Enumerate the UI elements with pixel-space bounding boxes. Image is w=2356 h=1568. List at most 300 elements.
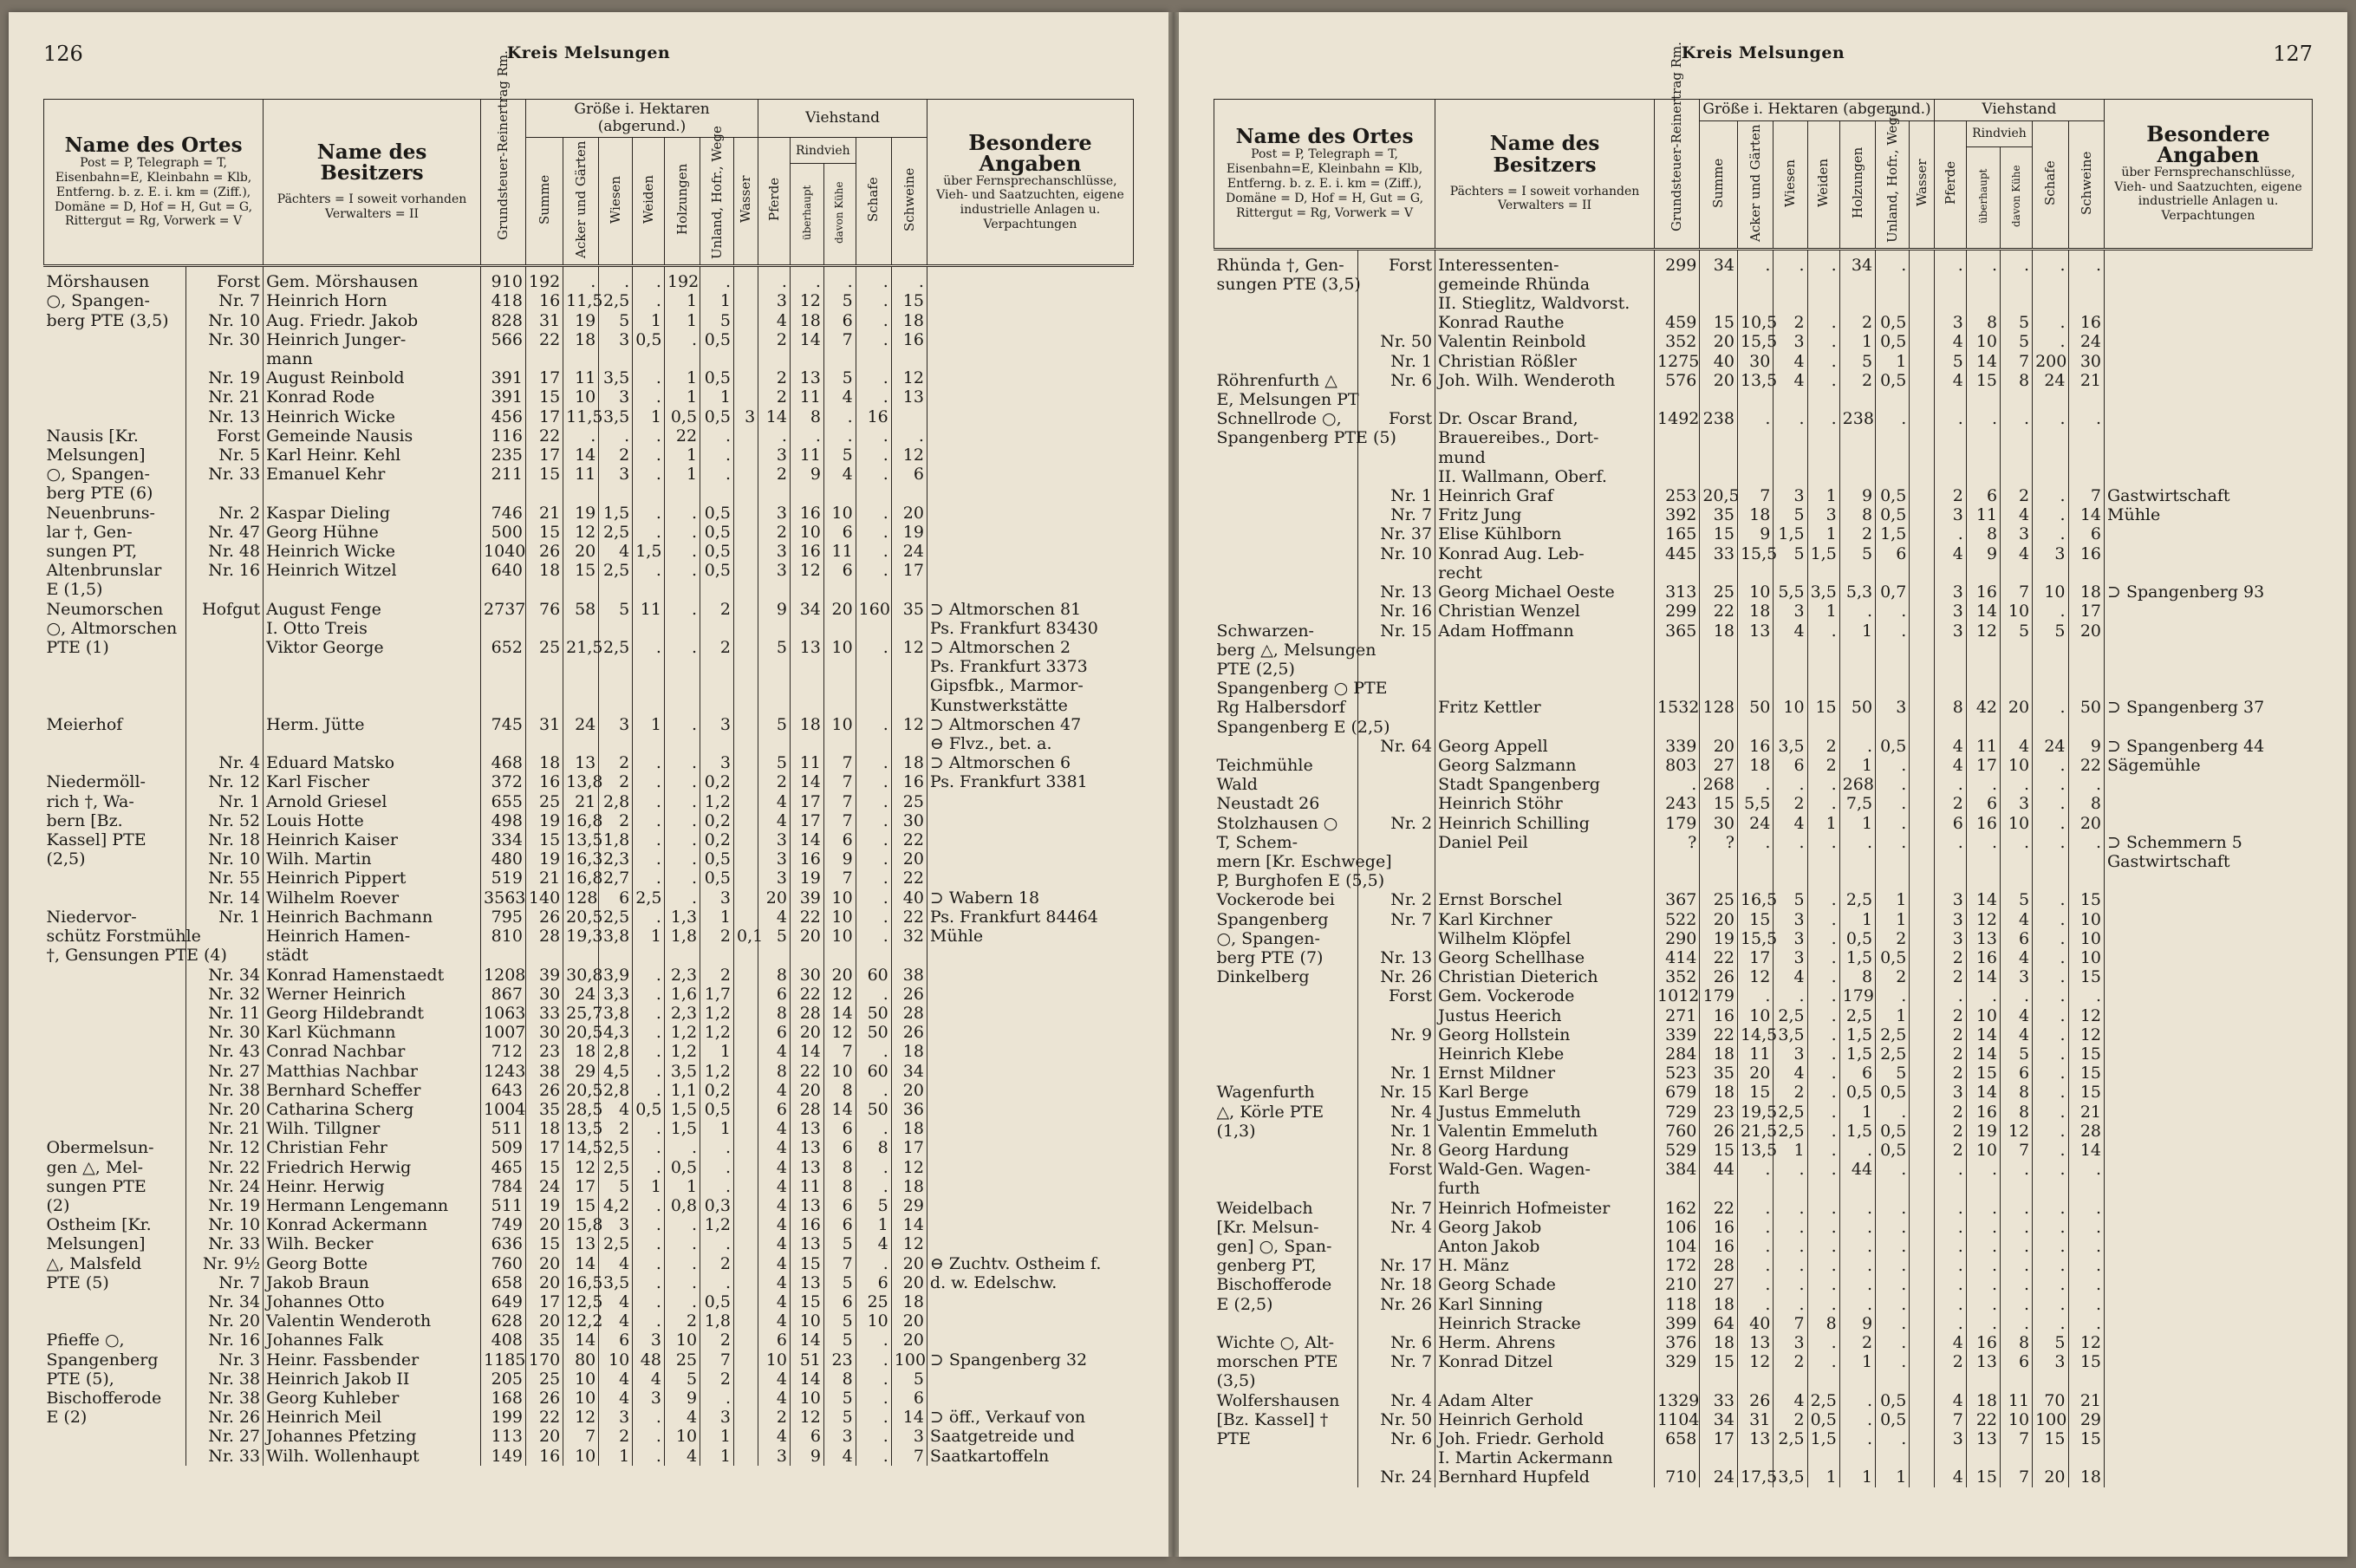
cell-cows: 5 [2001,621,2033,641]
cell-sheep: . [2033,1275,2068,1294]
header-sheep-label: Schafe [865,177,882,222]
cell-owner: gemeinde Rhünda [1435,275,1655,294]
cell-water [1910,1256,1934,1275]
cell-wood: 5,3 [1839,582,1875,602]
table-row [44,1158,1134,1177]
cell-wood: . [664,1215,700,1234]
cell-wood: . [664,600,700,619]
cell-cattle: 22 [790,908,823,927]
cell-wood [1839,641,1875,660]
cell-cows: 20 [823,600,856,619]
cell-wood: 2,3 [664,1004,700,1023]
cell-owner: Wilhelm Klöpfel [1435,929,1655,948]
cell-sheep: . [2033,775,2068,794]
cell-pasture [1807,428,1839,447]
cell-notes [2105,1333,2313,1352]
cell-tax: 828 [481,311,526,330]
cell-sum: 16 [1700,1218,1738,1237]
cell-water [734,387,758,407]
cell-meadow [599,657,633,676]
cell-horses: 3 [1934,602,1966,621]
cell-notes [927,1138,1133,1157]
cell-cows: 5 [823,1408,856,1427]
cell-place: Schwarzen- [1216,621,1314,641]
cell-horses: 5 [1934,352,1966,371]
cell-nr: Nr. 52 [186,811,264,830]
cell-pigs [2068,448,2104,467]
cell-notes [2105,1314,2313,1333]
cell-cattle: 34 [790,600,823,619]
cell-horses [1934,294,1966,313]
cell-horses [1934,1179,1966,1198]
cell-sheep [856,349,891,368]
cell-sheep [2033,660,2068,679]
cell-meadow [599,349,633,368]
cell-place: Teichmühle [1216,755,1313,775]
table-row [44,657,1134,676]
cell-pigs: 8 [2068,794,2104,813]
cell-waste: 2 [1876,967,1910,986]
cell-sheep [2033,871,2068,890]
cell-arable [563,484,599,503]
header-cattle-total-label: überhaupt [1976,167,1989,224]
cell-wood: 2,5 [1839,890,1875,909]
cell-meadow: 3 [599,1408,633,1427]
cell-meadow [1774,718,1807,737]
cell-waste: . [1876,1314,1910,1333]
table-row [44,1177,1134,1196]
cell-pasture: 1 [1807,814,1839,833]
cell-wood: 44 [1839,1160,1875,1179]
header-sum [525,138,563,266]
cell-pasture: . [633,1311,665,1331]
cell-horses: 4 [758,1427,791,1446]
cell-owner: Wilhelm Roever [264,888,481,908]
cell-sum: 20 [525,1254,563,1273]
cell-horses [1934,641,1966,660]
cell-notes: Mühle [927,927,1133,946]
cell-arable [1737,275,1773,294]
cell-waste [1876,852,1910,871]
cell-arable: 128 [563,888,599,908]
cell-sum: 17 [525,1138,563,1157]
cell-tax: 745 [481,715,526,734]
cell-sum: 20 [1700,332,1738,351]
header-sheep-label: Schafe [2042,159,2059,205]
cell-nr: Nr. 7 [1357,505,1435,524]
cell-notes: ⊃ Wabern 18 [927,888,1133,908]
cell-wood: . [664,1273,700,1292]
cell-meadow: 3 [1774,332,1807,351]
cell-tax: 636 [481,1234,526,1253]
cell-pigs [2068,563,2104,582]
cell-horses: . [1934,1314,1966,1333]
cell-water [734,266,758,292]
cell-waste: 0,5 [1876,737,1910,756]
cell-cows: 10 [823,908,856,927]
cell-notes: ⊃ Altmorschen 2 [927,638,1133,657]
cell-horses: . [1934,1218,1966,1237]
cell-pigs [2068,852,2104,871]
cell-sheep: . [856,330,891,349]
cell-water [734,368,758,387]
cell-nr: Nr. 3 [186,1350,264,1370]
cell-meadow: . [599,266,633,292]
cell-notes: ⊃ Altmorschen 47 [927,715,1133,734]
cell-sheep: . [2033,698,2068,717]
cell-wood [664,946,700,965]
cell-owner: Johannes Pfetzing [264,1427,481,1446]
cell-place [44,1119,186,1138]
table-row [44,407,1134,426]
cell-pasture: . [633,1234,665,1253]
cell-horses: . [758,266,791,292]
header-horses [1934,120,1966,249]
cell-tax [1655,718,1700,737]
cell-sum: 30 [525,985,563,1004]
cell-tax [1655,467,1700,486]
header-tax-label: Grundsteuer-Reinertrag Rm. [1669,42,1685,232]
cell-sheep: . [856,426,891,446]
cell-water [1910,1295,1934,1314]
cell-pigs: 18 [2068,582,2104,602]
cell-notes [2105,1006,2313,1025]
cell-wood: 192 [664,266,700,292]
cell-owner: Herm. Ahrens [1435,1333,1655,1352]
cell-water [1910,1083,1934,1102]
cell-sum: 26 [525,1081,563,1100]
cell-cows: 3 [2001,524,2033,543]
cell-owner [264,484,481,503]
cell-pigs: 7 [2068,486,2104,505]
cell-place: Vockerode bei [1216,890,1335,910]
cell-cattle: 16 [790,1215,823,1234]
cell-owner: Elise Kühlborn [1435,524,1655,543]
cell-arable: 20,5 [563,1081,599,1100]
cell-notes: ⊃ Altmorschen 81 [927,600,1133,619]
cell-wood [1839,679,1875,698]
cell-water [734,753,758,772]
cell-pasture: . [633,1408,665,1427]
cell-cows: 7 [2001,352,2033,371]
cell-wood [1839,428,1875,447]
cell-wood [1839,563,1875,582]
cell-cows: 6 [823,1215,856,1234]
header-tax-label: Grundsteuer-Reinertrag Rm. [495,50,511,241]
cell-wood: 1 [1839,1467,1875,1487]
cell-notes [2105,1160,2313,1179]
cell-cows [2001,660,2033,679]
cell-cattle: 12 [790,1408,823,1427]
cell-tax: 643 [481,1081,526,1100]
cell-water [1910,1467,1934,1487]
cell-notes [2105,910,2313,929]
cell-place: Pfieffe ○, [46,1331,125,1350]
cell-meadow: . [1774,249,1807,275]
cell-cattle [1966,679,2000,698]
cell-pasture [633,946,665,965]
cell-notes [2105,448,2313,467]
cell-pigs: 12 [891,1158,927,1177]
table-row [44,676,1134,695]
cell-cattle: 10 [1966,332,2000,351]
cell-horses [758,946,791,965]
table-row [44,772,1134,791]
cell-sheep: . [856,561,891,580]
cell-owner: Gem. Vockerode [1435,986,1655,1005]
cell-pigs [891,734,927,753]
table-row [1214,794,2313,813]
cell-wood [1839,871,1875,890]
cell-arable: 18 [563,330,599,349]
cell-sheep: . [2033,1199,2068,1218]
cell-notes [927,561,1133,580]
cell-sheep: . [856,985,891,1004]
cell-arable: 12,5 [563,1292,599,1311]
cell-notes [2105,1218,2313,1237]
table-row [1214,467,2313,486]
cell-nr: Nr. 8 [1357,1141,1435,1160]
cell-notes [2105,660,2313,679]
cell-water [1910,1122,1934,1141]
table-row [44,523,1134,542]
cell-pigs: 20 [891,1331,927,1350]
cell-arable: 18 [1737,756,1773,775]
cell-water [734,1427,758,1446]
cell-sheep [2033,294,2068,313]
cell-cattle: 12 [790,561,823,580]
cell-owner: Eduard Matsko [264,753,481,772]
cell-pigs [891,696,927,715]
cell-owner: Karl Berge [1435,1083,1655,1102]
cell-wood [1839,1371,1875,1390]
cell-horses [1934,563,1966,582]
cell-place [44,734,186,753]
cell-arable: 17,5 [1737,1467,1773,1487]
cell-cows: 10 [2001,756,2033,775]
cell-meadow: . [1774,1237,1807,1256]
cell-sum: 21 [525,504,563,523]
cell-horses: 2 [1934,1006,1966,1025]
cell-sum: 20 [1700,737,1738,756]
table-row [44,830,1134,849]
cell-nr: Nr. 1 [1357,1122,1435,1141]
cell-place [44,387,186,407]
cell-place: Rhünda †, Gen- [1216,255,1344,275]
cell-arable: 12,2 [563,1311,599,1331]
cell-arable: 20,5 [563,908,599,927]
cell-sheep: 3 [2033,544,2068,563]
cell-notes [927,504,1133,523]
cell-wood: 268 [1839,775,1875,794]
cell-pigs [2068,718,2104,737]
cell-place: Neumorschen [46,599,164,619]
cell-tax: 118 [1655,1295,1700,1314]
cell-place [1214,1448,1358,1467]
header-cattle-total [790,164,823,266]
cell-tax: 658 [1655,1429,1700,1448]
cell-water [1910,1448,1934,1467]
cell-cattle: 15 [1966,1467,2000,1487]
cell-horses: 3 [758,830,791,849]
cell-sum [525,580,563,599]
cell-meadow: 2,5 [599,523,633,542]
header-owner-note: Pächters = I soweit vorhanden Verwalters = II [1449,184,1640,213]
cell-water [734,446,758,465]
cell-wood: . [664,772,700,791]
table-row [1214,929,2313,948]
cell-wood: 9 [664,1389,700,1408]
cell-owner [1435,679,1655,698]
cell-sheep: 4 [856,1234,891,1253]
cell-cows [823,657,856,676]
cell-pasture [633,696,665,715]
cell-pigs: 14 [891,1408,927,1427]
cell-notes: Sägemühle [2105,756,2313,775]
cell-place [1214,294,1358,313]
cell-sheep: . [856,1042,891,1061]
cell-nr: Nr. 16 [186,1331,264,1350]
cell-arable: . [1737,775,1773,794]
cell-pigs: . [2068,1256,2104,1275]
cell-owner: Christian Dieterich [1435,967,1655,986]
header-livestock-group: Viehstand [758,100,927,138]
cell-owner: Valentin Emmeluth [1435,1122,1655,1141]
cell-place [1214,313,1358,332]
cell-meadow: 2 [1774,313,1807,332]
table-row [1214,1448,2313,1467]
cell-place [1214,737,1358,756]
header-pasture-label: Weiden [1815,158,1832,207]
header-cows [823,164,856,266]
cell-place: [Bz. Kassel] † [1216,1409,1329,1429]
cell-wood: 0,5 [1839,1083,1875,1102]
cell-cows: 3 [2001,967,2033,986]
cell-nr: Nr. 19 [186,368,264,387]
cell-pigs: 15 [2068,967,2104,986]
cell-pasture: 48 [633,1350,665,1370]
cell-meadow: 10 [599,1350,633,1370]
cell-arable: . [1737,1256,1773,1275]
cell-nr [1357,1371,1435,1390]
cell-place: Obermelsun- [46,1138,154,1158]
header-waste [1876,108,1910,249]
cell-arable [1737,294,1773,313]
cell-wood: 0,5 [664,1158,700,1177]
cell-notes [927,946,1133,965]
table-row [44,888,1134,908]
cell-tax: 566 [481,330,526,349]
cell-cattle: 16 [790,504,823,523]
cell-pigs: . [2068,1295,2104,1314]
cell-pigs: 12 [891,638,927,657]
cell-cattle: 19 [790,869,823,888]
table-row [44,619,1134,638]
cell-owner: Georg Schade [1435,1275,1655,1294]
table-row [44,311,1134,330]
cell-pasture: . [1807,332,1839,351]
cell-waste: 3 [1876,698,1910,717]
cell-place: PTE [1216,1429,1251,1449]
cell-owner: Anton Jakob [1435,1237,1655,1256]
cell-wood: 1 [664,387,700,407]
cell-pasture: . [633,1427,665,1446]
cell-horses: 4 [1934,1467,1966,1487]
cell-cows: 6 [823,1138,856,1157]
cell-wood: . [1839,1199,1875,1218]
cell-cattle: 39 [790,888,823,908]
table-row [44,504,1134,523]
cell-meadow: 10 [1774,698,1807,717]
cell-nr: Nr. 50 [1357,1410,1435,1429]
cell-meadow: 3,5 [599,368,633,387]
cell-arable: 11 [563,465,599,484]
cell-waste: 2,5 [1876,1025,1910,1044]
cell-cattle: 17 [790,792,823,811]
cell-sum: 179 [1700,986,1738,1005]
cell-horses: 8 [1934,698,1966,717]
cell-nr: Nr. 2 [186,504,264,523]
cell-tax: 1532 [1655,698,1700,717]
cell-tax: 519 [481,869,526,888]
cell-pigs [2068,294,2104,313]
cell-arable [563,734,599,753]
table-row [1214,313,2313,332]
cell-sum [1700,718,1738,737]
table-row [44,1234,1134,1253]
cell-horses: 4 [1934,544,1966,563]
cell-owner: Wilh. Martin [264,849,481,869]
cell-cows: 6 [2001,929,2033,948]
cell-meadow: . [1774,1160,1807,1179]
cell-horses: 4 [758,1158,791,1177]
cell-horses [758,349,791,368]
cell-owner: Georg Hildebrandt [264,1004,481,1023]
cell-owner: Valentin Wenderoth [264,1311,481,1331]
cell-cattle: 16 [1966,814,2000,833]
cell-wood: . [1839,1295,1875,1314]
cell-cattle: 14 [1966,1025,2000,1044]
cell-owner [1435,1371,1655,1390]
cell-owner: Fritz Jung [1435,505,1655,524]
cell-notes [2105,948,2313,967]
cell-wood: . [664,561,700,580]
cell-owner: Stadt Spangenberg [1435,775,1655,794]
cell-place [44,349,186,368]
table-row [44,734,1134,753]
cell-sheep: 200 [2033,352,2068,371]
cell-sheep: . [856,927,891,946]
cell-tax [1655,660,1700,679]
cell-pigs: 26 [891,1023,927,1042]
cell-meadow [1774,679,1807,698]
cell-cows: . [2001,409,2033,428]
cell-cattle: 11 [790,387,823,407]
cell-pigs: . [2068,1218,2104,1237]
cell-arable: 15,5 [1737,929,1773,948]
cell-notes [2105,409,2313,428]
header-water-label: Wasser [738,175,754,224]
cell-cows: 12 [823,985,856,1004]
cell-arable: . [1737,986,1773,1005]
cell-place: Bischofferode [46,1388,162,1408]
cell-pigs: 36 [891,1100,927,1119]
cell-place [1214,1160,1358,1179]
cell-water [1910,294,1934,313]
cell-wood: 5 [664,1370,700,1389]
cell-place: berg △, Melsungen [1216,640,1377,660]
header-arable-label: Acker und Gärten [572,140,589,258]
